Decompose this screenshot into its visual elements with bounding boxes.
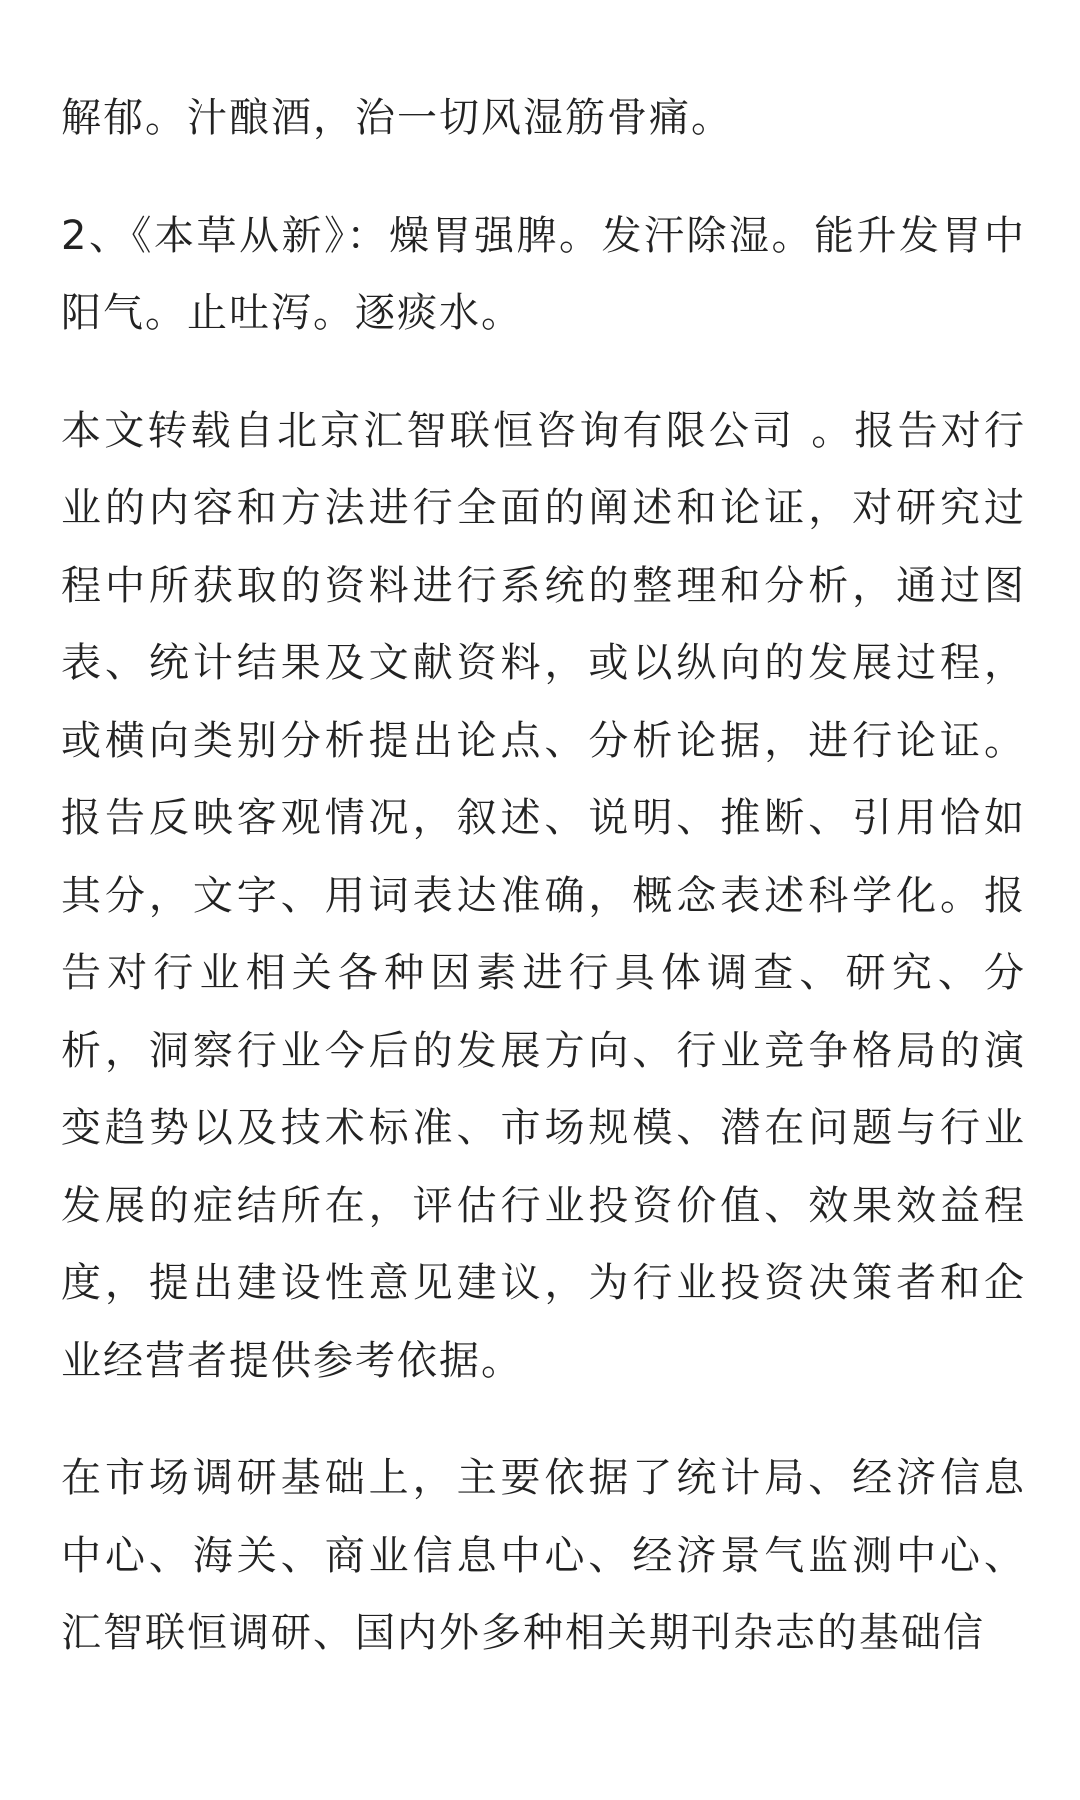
- paragraph-report-intro: 本文转载自北京汇智联恒咨询有限公司 。报告对行业的内容和方法进行全面的阐述和论证，对研究过程中所获取的资料进行系统的整理和分析，通过图表、统计结果及文献资料，或以纵向的发展过程，或横向类别分析提出论点、分析论据，进行论证。报告反映客观情况，叙述、说明、推断、引用恰如其分，文字、用词表达准确，概念表述科学化。报告对行业相关各种因素进行具体调查、研究、分析，洞察行业今后的发展方向、行业竞争格局的演变趋势以及技术标准、市场规模、潜在问题与行业发展的症结所在，评估行业投资价值、效果效益程度，提出建设性意见建议，为行业投资决策者和企业经营者提供参考依据。: [61, 407, 1026, 1384]
- article-body: [61, 80, 1026, 1713]
- paragraph-herb-effect: 解郁。汁酿酒，治一切风湿筋骨痛。: [61, 95, 733, 141]
- paragraph-research-sources: 在市场调研基础上，主要依据了统计局、经济信息中心、海关、商业信息中心、经济景气监测中心、汇智联恒调研、国内外多种相关期刊杂志的基础信: [61, 1455, 1026, 1656]
- paragraph-bencao-quote: 2、《本草从新》：燥胃强脾。发汗除湿。能升发胃中阳气。止吐泻。逐痰水。: [61, 212, 1026, 336]
